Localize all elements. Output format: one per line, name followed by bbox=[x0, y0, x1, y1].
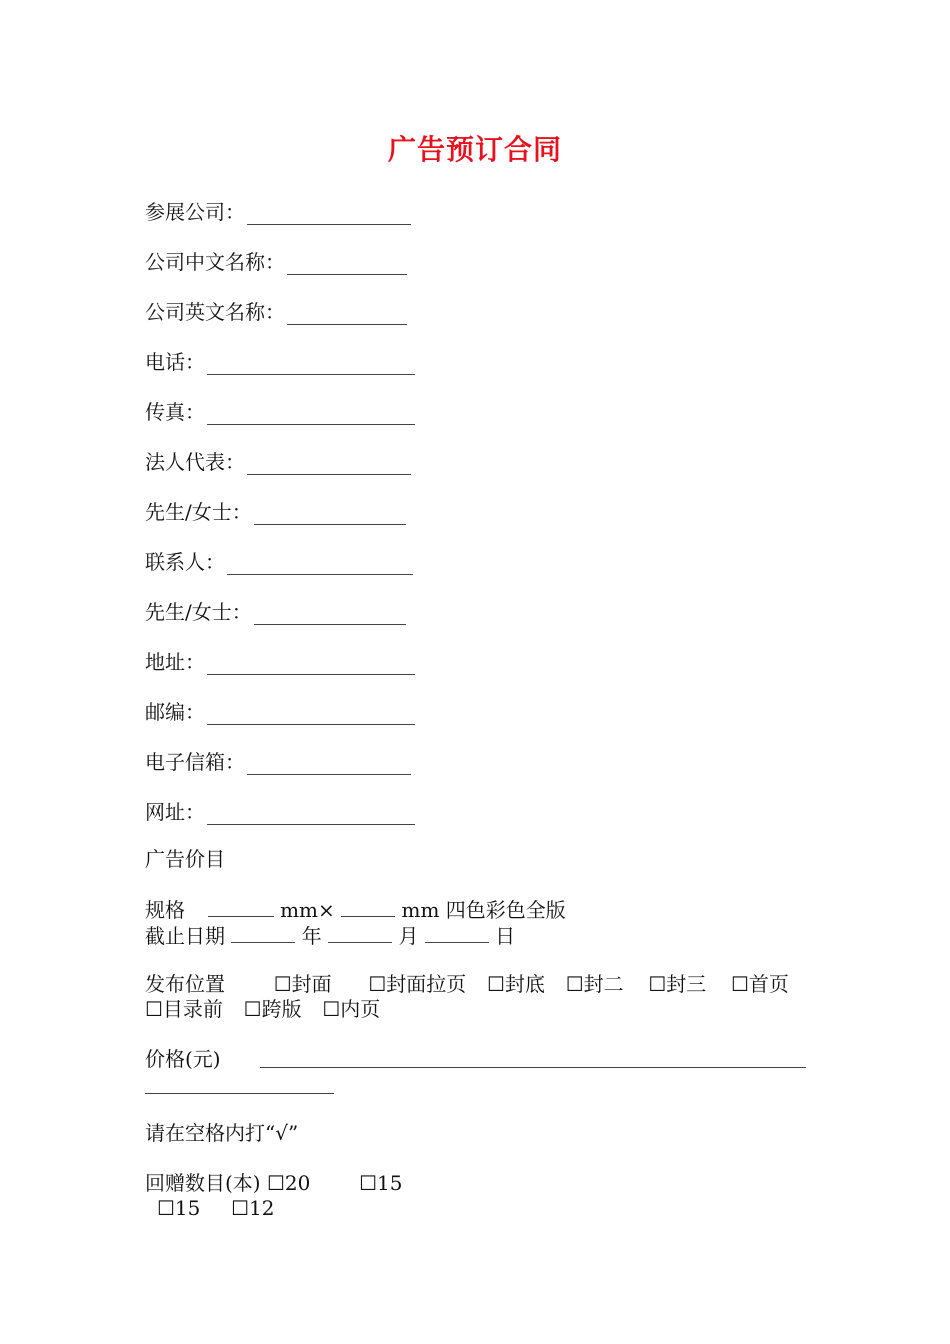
price-line bbox=[145, 1046, 221, 1072]
deadline-month: 月 bbox=[398, 924, 419, 948]
fill-in-line[interactable] bbox=[247, 754, 411, 775]
field-label: 传真： bbox=[145, 400, 205, 424]
field-company-chinese-name bbox=[145, 249, 407, 275]
field-title-1 bbox=[145, 499, 406, 525]
fill-in-line[interactable] bbox=[247, 204, 411, 225]
checkmark-instruction: 请在空格内打“√” bbox=[145, 1121, 299, 1145]
price-blank-line-1[interactable] bbox=[260, 1049, 806, 1068]
field-title-2 bbox=[145, 599, 406, 625]
height-blank[interactable] bbox=[341, 896, 395, 917]
placement-line-2 bbox=[145, 996, 380, 1022]
checkbox-back-cover[interactable]: ☐封底 bbox=[487, 972, 545, 996]
placement-label: 发布位置 bbox=[145, 972, 225, 996]
checkbox-inside-back-cover[interactable]: ☐封三 bbox=[648, 972, 707, 996]
spec-label: 规格 bbox=[145, 898, 185, 922]
fill-in-line[interactable] bbox=[287, 254, 407, 275]
month-blank[interactable] bbox=[328, 922, 392, 943]
price-label: 价格(元) bbox=[145, 1047, 221, 1071]
spec-description: 四色彩色全版 bbox=[445, 898, 566, 922]
checkbox-first-page[interactable]: ☐首页 bbox=[731, 972, 789, 996]
fill-in-line[interactable] bbox=[207, 354, 415, 375]
placement-line-1 bbox=[145, 971, 789, 997]
field-email bbox=[145, 749, 411, 775]
field-address bbox=[145, 649, 415, 675]
year-blank[interactable] bbox=[231, 922, 295, 943]
field-label: 电话： bbox=[145, 350, 205, 374]
checkbox-gift-15-a[interactable]: ☐15 bbox=[359, 1171, 403, 1195]
field-exhibitor-company bbox=[145, 199, 411, 225]
day-blank[interactable] bbox=[425, 922, 489, 943]
checkbox-before-contents[interactable]: ☐目录前 bbox=[145, 997, 223, 1021]
fill-in-line[interactable] bbox=[207, 404, 415, 425]
field-legal-representative bbox=[145, 449, 411, 475]
field-label: 先生/女士： bbox=[145, 600, 252, 624]
gift-copies-line-1 bbox=[145, 1170, 402, 1196]
fill-in-line[interactable] bbox=[254, 604, 406, 625]
spec-mm-times: mm× bbox=[280, 898, 335, 922]
field-label: 联系人： bbox=[145, 550, 225, 574]
checkbox-cover-foldout[interactable]: ☐封面拉页 bbox=[368, 972, 467, 996]
checkbox-spread[interactable]: ☐跨版 bbox=[243, 997, 302, 1021]
checkbox-gift-15-b[interactable]: ☐15 bbox=[157, 1196, 201, 1220]
fill-in-line[interactable] bbox=[247, 454, 411, 475]
width-blank[interactable] bbox=[208, 896, 274, 917]
fill-in-line[interactable] bbox=[227, 554, 413, 575]
checkbox-cover[interactable]: ☐封面 bbox=[273, 972, 332, 996]
fill-in-line[interactable] bbox=[287, 304, 407, 325]
checkbox-gift-12[interactable]: ☐12 bbox=[231, 1196, 275, 1220]
fill-in-line[interactable] bbox=[207, 654, 415, 675]
checkbox-gift-20[interactable]: ☐20 bbox=[266, 1171, 311, 1195]
field-label: 地址： bbox=[145, 650, 205, 674]
price-blank-line-2[interactable] bbox=[145, 1075, 334, 1094]
spec-line bbox=[145, 896, 566, 923]
field-contact-person bbox=[145, 549, 413, 575]
deadline-day: 日 bbox=[495, 924, 516, 948]
deadline-year: 年 bbox=[301, 924, 322, 948]
deadline-line bbox=[145, 922, 515, 949]
field-label: 参展公司： bbox=[145, 200, 245, 224]
ad-price-heading: 广告价目 bbox=[145, 847, 225, 871]
field-website bbox=[145, 799, 415, 825]
fill-in-line[interactable] bbox=[207, 704, 415, 725]
spec-mm: mm bbox=[401, 898, 440, 922]
field-label: 公司英文名称： bbox=[145, 300, 285, 324]
field-label: 公司中文名称： bbox=[145, 250, 285, 274]
field-label: 电子信箱： bbox=[145, 750, 245, 774]
fill-in-line[interactable] bbox=[254, 504, 406, 525]
checkbox-inside-front-cover[interactable]: ☐封二 bbox=[565, 972, 624, 996]
fill-in-line[interactable] bbox=[207, 804, 415, 825]
deadline-label: 截止日期 bbox=[145, 924, 225, 948]
field-phone bbox=[145, 349, 415, 375]
field-fax bbox=[145, 399, 415, 425]
checkbox-inside-page[interactable]: ☐内页 bbox=[322, 997, 381, 1021]
document-title: 广告预订合同 bbox=[387, 133, 562, 166]
field-label: 网址： bbox=[145, 800, 205, 824]
field-company-english-name bbox=[145, 299, 407, 325]
field-postal-code bbox=[145, 699, 415, 725]
gift-copies-line-2 bbox=[157, 1195, 275, 1221]
field-label: 先生/女士： bbox=[145, 500, 252, 524]
field-label: 邮编： bbox=[145, 700, 205, 724]
field-label: 法人代表： bbox=[145, 450, 245, 474]
gift-label: 回赠数目(本) bbox=[145, 1171, 261, 1195]
